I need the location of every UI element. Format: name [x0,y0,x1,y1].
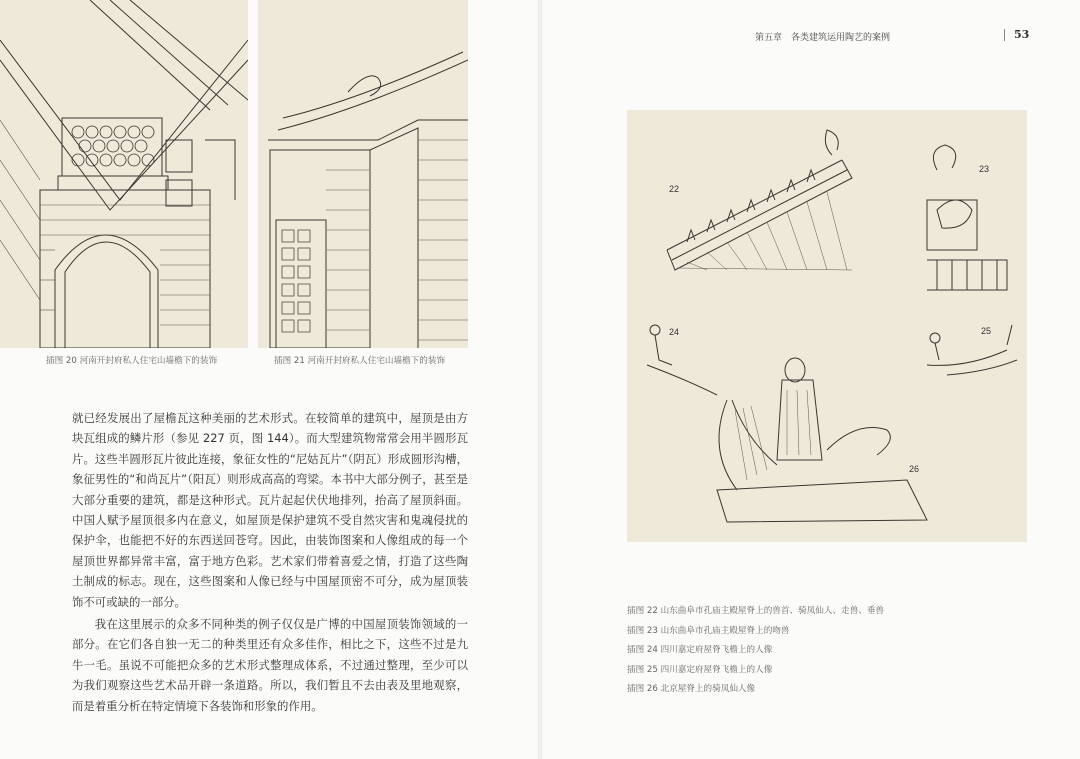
body-text [72,408,468,716]
figure-26-caption: 插图 26 北京屋脊上的骑凤仙人像 [627,684,756,695]
illustration-21 [258,0,468,348]
figure-label-23: 23 [979,164,990,174]
illustration-22-26 [627,110,1027,542]
figure-label-26: 26 [909,464,920,474]
figure-24-caption: 插图 24 四川嘉定府屋脊飞檐上的人像 [627,645,773,656]
figure-label-22: 22 [669,184,680,194]
figure-22-caption: 插图 22 山东曲阜市孔庙主殿屋脊上的兽首、骑凤仙人、走兽、垂兽 [627,606,885,616]
figure-20-caption: 插图 20 河南开封府私人住宅山墙檐下的装饰 [46,356,218,366]
running-header: 第五章 各类建筑运用陶艺的案例 [755,33,891,43]
book-gutter [538,0,542,759]
header-divider [1004,29,1005,41]
body-paragraph-2: 我在这里展示的众多不同种类的例子仅仅是广博的中国屋顶装饰领域的一部分。在它们各自独一无二的种类里还有众多佳作，相比之下，这些不过是九牛一毛。虽说不可能把众多的艺术形式整理成体系，不过通过整理，至少可以为我们观察这些艺术品开辟一条道路。所以，我们暂且不去由表及里地观察，而是着重分析在特定情境下各装饰和形象的作用。 [72,617,468,713]
figure-21-caption: 插图 21 河南开封府私人住宅山墙檐下的装饰 [274,356,446,366]
figure-label-24: 24 [669,327,680,337]
figure-25-caption: 插图 25 四川嘉定府屋脊飞檐上的人像 [627,664,773,675]
body-paragraph-1: 就已经发展出了屋檐瓦这种美丽的艺术形式。在较简单的建筑中，屋顶是由方块瓦组成的鳞片形（参见 227 页，图 144）。而大型建筑物常常会用半圆形瓦片。这些半圆形瓦片彼此连接，象征女性的“尼姑瓦片”（阴瓦）形成圆形沟槽，象征男性的“和尚瓦片”（阳瓦）则形成高高的弯梁。本书中大部分例子，甚至是大部分重要的建筑，都是这种形式。瓦片起起伏伏地排列，抬高了屋顶斜面。中国人赋予屋顶很多内在意义，如屋顶是保护建筑不受自然灾害和鬼魂侵扰的保护伞，也能把不好的东西送回苍穹。因此，由装饰图案和人像组成的每一个屋顶世界都异常丰富，富于地方色彩。艺术家们带着喜爱之情，打造了这些陶土制成的标志。现在，这些图案和人像已经与中国屋顶密不可分，成为屋顶装饰不可或缺的一部分。 [72,411,468,609]
right-figure-captions [627,602,884,700]
figure-label-25: 25 [981,326,992,336]
illustration-20 [0,0,248,348]
figure-23-caption: 插图 23 山东曲阜市孔庙主殿屋脊上的吻兽 [627,625,790,636]
page-number: 53 [1014,28,1030,41]
